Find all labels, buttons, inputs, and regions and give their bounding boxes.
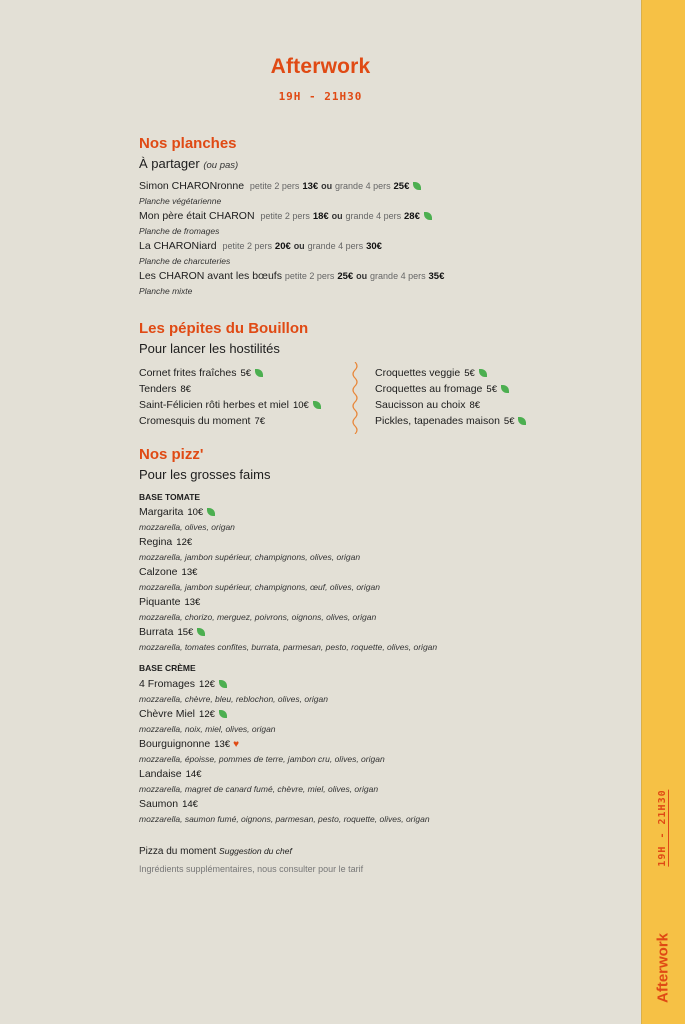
- pizza-item: Bourguignonne 13€ ♥: [139, 738, 240, 750]
- leaf-icon: [413, 182, 421, 190]
- planche-item: La CHARONiard petite 2 pers 20€ ou grande 4 pers 30€: [139, 240, 382, 252]
- pizza-item: 4 Fromages 12€: [139, 678, 227, 690]
- section-title-pepites: Les pépites du Bouillon: [139, 320, 309, 337]
- planche-desc: Planche de fromages: [139, 226, 220, 236]
- leaf-icon: [219, 680, 227, 688]
- pepite-item: Cornet frites fraîches 5€: [139, 367, 263, 379]
- sidebar-hours: 19H - 21H30: [657, 789, 668, 867]
- leaf-icon: [518, 417, 526, 425]
- subtitle-text: À partager: [139, 156, 200, 171]
- pizza-desc: mozzarella, olives, origan: [139, 522, 235, 532]
- pizza-desc: mozzarella, chorizo, merguez, poivrons, oignons, olives, origan: [139, 612, 377, 622]
- pizza-item: Regina 12€: [139, 536, 193, 548]
- pepite-item: Pickles, tapenades maison 5€: [375, 415, 526, 427]
- subtitle-note: (ou pas): [203, 160, 239, 171]
- pepite-item: Croquettes au fromage 5€: [375, 383, 509, 395]
- pizza-desc: mozzarella, magret de canard fumé, chèvre, miel, olives, origan: [139, 784, 379, 794]
- pizza-item: Burrata 15€: [139, 626, 205, 638]
- heart-icon: ♥: [233, 738, 240, 750]
- planche-item: Simon CHARONronne petite 2 pers 13€ ou grande 4 pers 25€: [139, 180, 421, 192]
- pizza-item: Margarita 10€: [139, 506, 215, 518]
- page-title: Afterwork: [270, 55, 371, 78]
- pizza-desc: mozzarella, jambon supérieur, champignons, olives, origan: [139, 552, 361, 562]
- pepite-item: Saucisson au choix 8€: [375, 399, 481, 411]
- pizza-item: Landaise 14€: [139, 768, 202, 780]
- pizza-desc: mozzarella, chèvre, bleu, reblochon, olives, origan: [139, 694, 328, 704]
- planche-desc: Planche de charcuteries: [139, 256, 231, 266]
- pizza-desc: mozzarella, jambon supérieur, champignons, œuf, olives, origan: [139, 582, 380, 592]
- pizza-desc: mozzarella, noix, miel, olives, origan: [139, 724, 276, 734]
- opening-hours: 19H - 21H30: [278, 90, 363, 103]
- pizza-item: Saumon 14€: [139, 798, 198, 810]
- leaf-icon: [479, 369, 487, 377]
- base-creme-label: BASE CRÈME: [139, 663, 196, 673]
- pizza-desc: mozzarella, époisse, pommes de terre, jambon cru, olives, origan: [139, 754, 385, 764]
- pizza-du-moment: Pizza du moment Suggestion du chef: [139, 846, 292, 857]
- sidebar-band: [641, 0, 685, 1024]
- section-subtitle-planches: [139, 156, 238, 171]
- leaf-icon: [207, 508, 215, 516]
- section-title-pizzas: Nos pizz': [139, 446, 204, 463]
- leaf-icon: [197, 628, 205, 636]
- pizza-desc: mozzarella, saumon fumé, oignons, parmesan, pesto, roquette, olives, origan: [139, 814, 430, 824]
- leaf-icon: [313, 401, 321, 409]
- section-subtitle-pizzas: Pour les grosses faims: [139, 467, 271, 482]
- planche-desc: Planche végétarienne: [139, 196, 222, 206]
- section-title-planches: Nos planches: [139, 135, 237, 152]
- leaf-icon: [219, 710, 227, 718]
- leaf-icon: [255, 369, 263, 377]
- leaf-icon: [501, 385, 509, 393]
- pepite-item: Tenders 8€: [139, 383, 191, 395]
- pizza-item: Piquante 13€: [139, 596, 201, 608]
- pepite-item: Saint-Félicien rôti herbes et miel 10€: [139, 399, 321, 411]
- sidebar-title: Afterwork: [654, 932, 672, 1003]
- planche-item: Mon père était CHARON petite 2 pers 18€ ou grande 4 pers 28€: [139, 210, 432, 222]
- planche-desc: Planche mixte: [139, 286, 193, 296]
- leaf-icon: [424, 212, 432, 220]
- section-subtitle-pepites: Pour lancer les hostilités: [139, 341, 280, 356]
- pizza-item: Chèvre Miel 12€: [139, 708, 227, 720]
- pepite-item: Croquettes veggie 5€: [375, 367, 487, 379]
- base-tomate-label: BASE TOMATE: [139, 492, 201, 502]
- pepite-item: Cromesquis du moment 7€: [139, 415, 266, 427]
- planche-item: Les CHARON avant les bœufs petite 2 pers 25€ ou grande 4 pers 35€: [139, 270, 445, 282]
- wavy-divider: [350, 362, 360, 434]
- pizza-desc: mozzarella, tomates confites, burrata, parmesan, pesto, roquette, olives, origan: [139, 642, 438, 652]
- extras-note: Ingrédients supplémentaires, nous consulter pour le tarif: [139, 864, 364, 874]
- pizza-item: Calzone 13€: [139, 566, 198, 578]
